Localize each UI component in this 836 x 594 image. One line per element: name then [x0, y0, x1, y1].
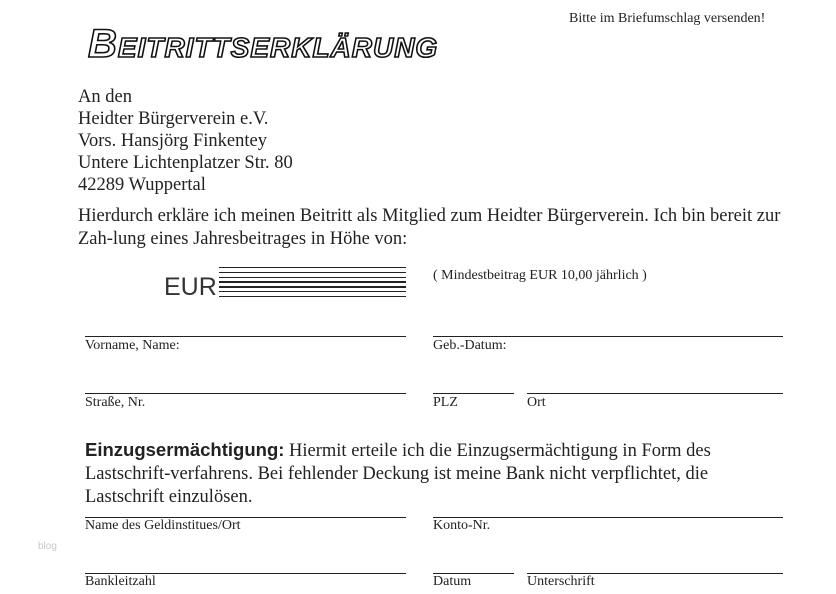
birthdate-input-line[interactable]	[433, 336, 783, 337]
birthdate-label: Geb.-Datum:	[433, 338, 507, 353]
envelope-note: Bitte im Briefumschlag versenden!	[569, 11, 766, 26]
membership-declaration: Hierdurch erkläre ich meinen Beitritt als Mitglied zum Heidter Bürgerverein. Ich bin bereit zur Zah-lung eines Jahresbeitrages in Höhe von:	[78, 206, 781, 249]
street-label: Straße, Nr.	[85, 395, 146, 410]
minimum-fee-note: ( Mindestbeitrag EUR 10,00 jährlich )	[433, 268, 647, 283]
zip-input-line[interactable]	[433, 393, 514, 394]
direct-debit-text: Hiermit erteile ich die Einzugsermächtigung in Form des Lastschrift-verfahrens. Bei fehlender Deckung ist meine Bank nicht verpflichtet, die Lastschrift einzulösen.	[85, 441, 711, 507]
direct-debit-heading: Einzugsermächtigung:	[85, 439, 285, 460]
name-input-line[interactable]	[85, 336, 406, 337]
date-label: Datum	[433, 574, 472, 589]
name-label: Vorname, Name:	[85, 338, 180, 353]
address-line: 42289 Wuppertal	[78, 175, 206, 195]
account-label: Konto-Nr.	[433, 518, 491, 533]
zip-label: PLZ	[433, 395, 458, 410]
amount-field[interactable]	[219, 267, 406, 299]
street-input-line[interactable]	[85, 393, 406, 394]
watermark: blog	[38, 541, 57, 552]
form-title: Beitrittserklärung	[88, 22, 439, 66]
bank-name-label: Name des Geldinstitues/Ort	[85, 518, 241, 533]
bank-code-label: Bankleitzahl	[85, 574, 156, 589]
address-line: An den	[78, 87, 132, 107]
currency-label: EUR	[164, 273, 217, 301]
direct-debit-paragraph	[85, 438, 785, 509]
recipient-address	[78, 86, 293, 196]
signature-label: Unterschrift	[527, 574, 595, 589]
city-label: Ort	[527, 395, 546, 410]
address-line: Untere Lichtenplatzer Str. 80	[78, 153, 293, 173]
address-line: Vors. Hansjörg Finkentey	[78, 131, 267, 151]
city-input-line[interactable]	[527, 393, 783, 394]
address-line: Heidter Bürgerverein e.V.	[78, 109, 269, 129]
